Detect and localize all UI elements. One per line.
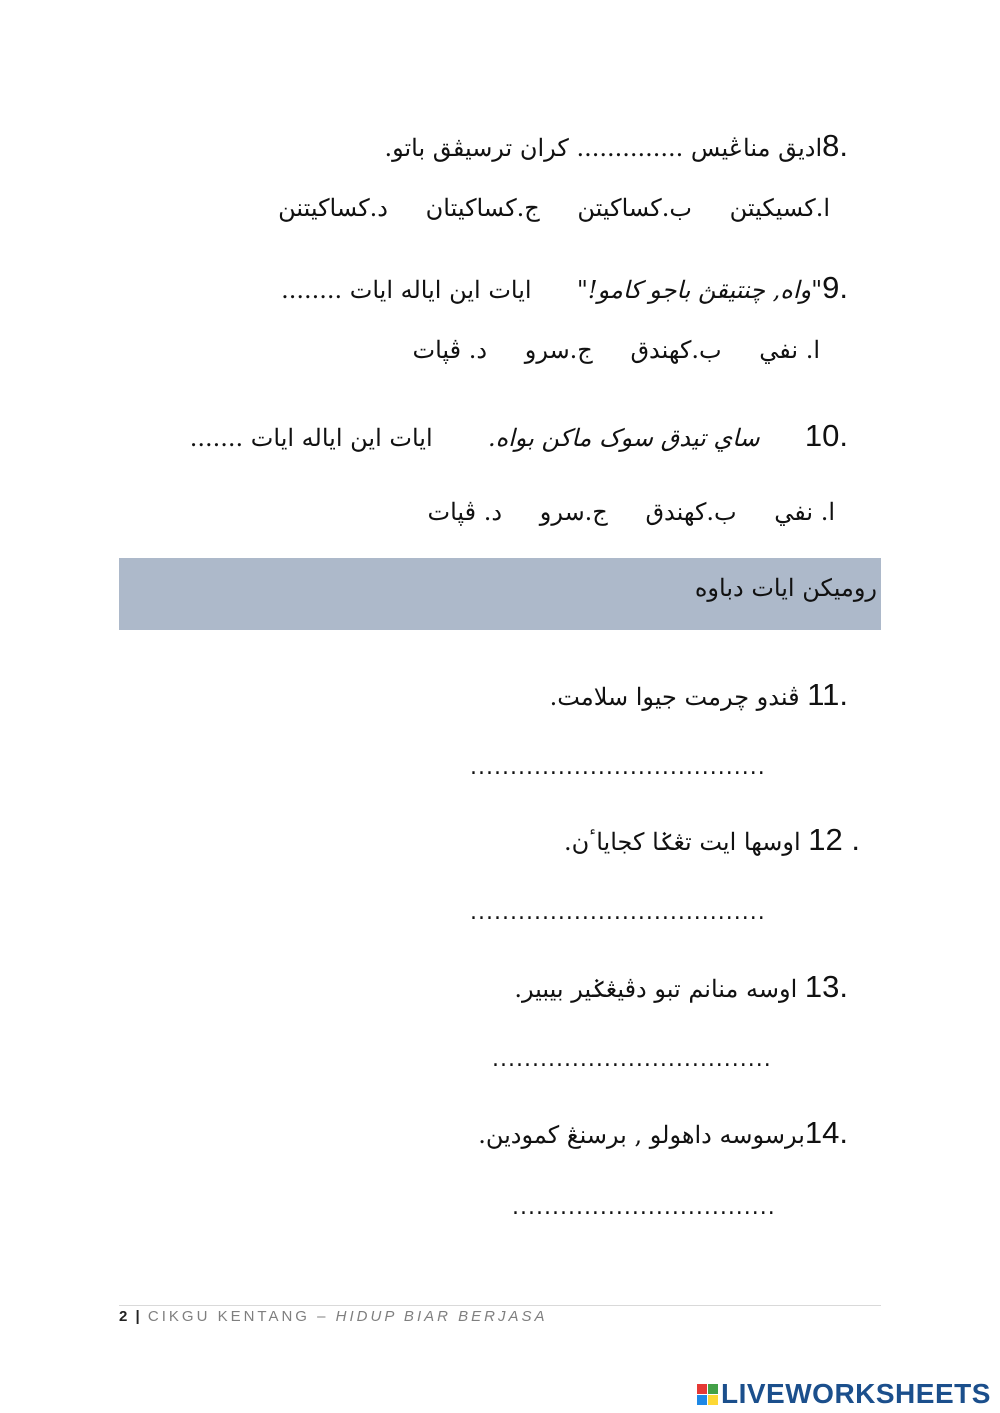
question-13 xyxy=(514,967,848,1009)
question-8-options xyxy=(248,188,830,228)
option-b[interactable]: ب.كهندق xyxy=(645,498,737,526)
footer-author: CIKGU KENTANG – xyxy=(147,1308,329,1325)
question-text: برسوسه داهولو , برسنڠ كمودين. xyxy=(478,1121,805,1149)
option-b[interactable]: ب.كهندق xyxy=(630,336,722,364)
option-c[interactable]: ج.سرو xyxy=(539,498,608,526)
question-quote: "واه, چنتيقڽ باجو كامو!" xyxy=(576,276,823,304)
question-text: اديق مناڠيس .............. كران ترسيڤق باتو. xyxy=(384,134,823,162)
option-a[interactable]: ا. نفي xyxy=(759,336,820,364)
question-10-options xyxy=(398,492,835,532)
option-d[interactable]: د. ڤپات xyxy=(427,498,503,526)
answer-line-13[interactable]: ................................... xyxy=(492,1047,772,1072)
question-number: 12 . xyxy=(808,822,860,857)
question-11 xyxy=(550,675,848,717)
footer-motto: HIDUP BIAR BERJASA xyxy=(335,1308,548,1325)
liveworksheets-logo[interactable] xyxy=(697,1378,991,1410)
question-9 xyxy=(281,268,848,310)
page-number: 2 xyxy=(119,1308,129,1325)
brand-name: LIVEWORKSHEETS xyxy=(721,1378,991,1409)
question-12 xyxy=(564,820,860,862)
question-number: 11. xyxy=(807,677,848,712)
question-number: 14. xyxy=(804,1115,848,1150)
option-d[interactable]: د.كساكيتنن xyxy=(278,194,388,222)
question-prompt: ايات اين اياله ايات ........ xyxy=(281,276,532,304)
question-number: 10. xyxy=(804,418,848,453)
option-c[interactable]: ج.سرو xyxy=(524,336,593,364)
option-d[interactable]: د. ڤپات xyxy=(412,336,488,364)
question-8 xyxy=(384,126,848,168)
section-banner-title: روميكن ايات دباوه xyxy=(694,574,877,602)
liveworksheets-logo-icon xyxy=(697,1384,718,1405)
answer-line-14[interactable]: ................................. xyxy=(512,1195,776,1220)
question-number: 13. xyxy=(804,969,848,1004)
page-footer xyxy=(119,1308,547,1325)
footer-separator: | xyxy=(135,1308,141,1325)
question-number: 9. xyxy=(822,270,848,305)
question-number: 8. xyxy=(822,128,848,163)
answer-line-12[interactable]: ..................................... xyxy=(470,900,766,925)
question-text: اوسها ايت تڠݢا كجاياٴن. xyxy=(563,828,801,856)
answer-line-11[interactable]: ..................................... xyxy=(470,755,766,780)
section-banner xyxy=(119,558,881,630)
question-quote: ساي تيدق سوک ماكن بواه. xyxy=(487,424,760,452)
question-10 xyxy=(190,416,848,458)
question-text: اوسه منانم تبو دڤيڠݢير بيبير. xyxy=(514,975,798,1003)
question-14 xyxy=(478,1113,848,1155)
footer-divider xyxy=(119,1305,881,1306)
question-9-options xyxy=(383,330,820,370)
option-a[interactable]: ا. نفي xyxy=(774,498,835,526)
option-c[interactable]: ج.كساكيتان xyxy=(425,194,540,222)
question-text: ڤندو چرمت جيوا سلامت. xyxy=(549,683,800,711)
option-a[interactable]: ا.كسيكيتن xyxy=(729,194,830,222)
question-prompt: ايات اين اياله ايات ....... xyxy=(189,424,433,452)
option-b[interactable]: ب.كساكيتن xyxy=(577,194,692,222)
